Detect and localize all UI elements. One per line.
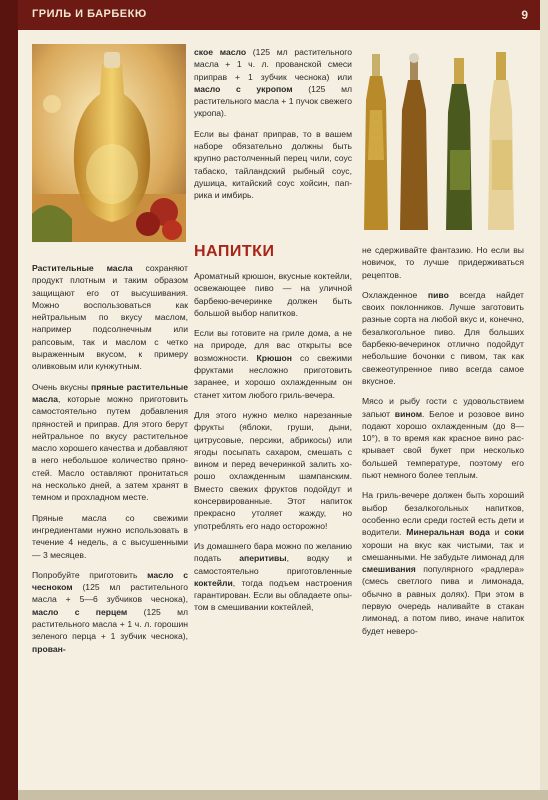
term-bold: пряные растительные масла xyxy=(32,381,188,404)
text-span: , которые можно приготовить самостоятельно путем добавления пряностей и приправ. Для этого берут нейтральное по вкусу растительное масло хорошего качества и добавляют в него небольшое количество пряностей. Масло оставляют пронитаться на несколько дней, а затем хранят в темном и прохладном месте. xyxy=(32,393,188,503)
header-title: ГРИЛЬ И БАРБЕКЮ xyxy=(32,8,147,20)
text-span: , тогда подъем настроения гарантирован. Если вы обладаете опытом в смешивании коктейлей, xyxy=(194,577,352,613)
book-binding xyxy=(0,0,18,800)
term-bold: Крюшон xyxy=(256,352,292,363)
text-span: Очень вкусны xyxy=(32,381,91,392)
term-bold: коктейли xyxy=(194,577,233,588)
oil-bottle-photo xyxy=(32,44,186,242)
text-span: Охлажденное xyxy=(362,289,428,300)
text-column-2-top xyxy=(194,46,352,210)
text-span: (125 мл растительного масла + 1 ч. л. прованской смеси приправ + 1 зубчик чеснока) или xyxy=(194,47,352,82)
term-bold: ское масло xyxy=(194,47,247,57)
paragraph xyxy=(32,512,188,561)
paragraph xyxy=(194,46,352,120)
text-column-1 xyxy=(32,262,188,663)
paragraph xyxy=(194,409,352,532)
text-span: со свежими фруктами несложно приготовить заранее, и хорошо охлажденным он станет хитом любого гриль-вечера. xyxy=(194,352,353,400)
text-span: и xyxy=(489,527,505,538)
term-bold: вином xyxy=(394,408,423,419)
text-span: Если вы готовите на гриле дома, а не на природе, для вас открыты все возможности. xyxy=(194,328,352,363)
paragraph xyxy=(194,540,352,614)
term-bold: Минеральная вода xyxy=(406,527,490,538)
paragraph xyxy=(362,395,524,481)
paragraph xyxy=(194,270,352,319)
text-span: (125 мл растительного масла + 1 ч. л. горошин зеленого перца + 1 зубчик чеснока), xyxy=(32,606,188,642)
text-span: Мясо и рыбу гости с удовольствием запьют xyxy=(362,396,524,419)
text-column-3 xyxy=(362,244,524,645)
term-bold: Растительные масла xyxy=(32,263,133,273)
term-bold: масло с укропом xyxy=(194,83,293,94)
text-span: хороши на вкус как чистыми, так и смешанными. Не забудьте лимонад для xyxy=(362,539,524,562)
paragraph xyxy=(194,327,352,401)
text-span: популярного «радлера» (смесь светлого пива и лимонада, обычно в равных долях). При этом в первую очередь наливайте в стакан лимонад, а потом пиво, иначе напиток будет неверо- xyxy=(362,564,524,636)
text-span: Если вы фанат приправ, то в вашем наборе обязательно должны быть крупно растолченный перец чили, соус табаско, тайландский рыбный соус, душица, китайский соус хойсин, паприка и имбирь. xyxy=(194,128,352,201)
term-bold: масло с чесноком xyxy=(32,569,188,593)
text-span: , водку и самостоятельно приготовленные xyxy=(194,553,352,576)
term-bold: прован- xyxy=(32,643,66,654)
page-number: 9 xyxy=(521,8,528,22)
term-bold: аперитивы xyxy=(239,553,287,564)
paragraph xyxy=(362,289,524,387)
term-bold: смешивания xyxy=(362,564,416,575)
text-span: всегда найдет своих поклонников. Лучше заготовить разные сорта на любой вкус и, конечно, безалкогольное пиво. Для больших барбекю-вечеринок отлично подойдут небольшие бочонки с пивом, так как свежеотупренное пиво всегда самое вкусное. xyxy=(362,289,524,386)
page-header xyxy=(18,0,540,30)
paragraph xyxy=(362,489,524,637)
text-span: (125 мл растительного масла + 5—6 зубчиков чеснока), xyxy=(32,582,188,605)
text-span: На гриль-вечере должен быть хороший выбор безалкогольных напитков, особенно если среди гостей есть дети и водители. xyxy=(362,490,524,538)
text-span: Для этого нужно мелко нарезанные фрукты (яблоки, груши, дыни, цитрусовые, персики, абрикосы) или ягоды посыпать сахаром, смешать с вином и перед вечеринкой залить хорошо охлажденным шампанским. Вместо свежих фруктов подойдут и консервированные. Этот напиток прекрасно утоляет жажду, но употреблять его надо осторожно! xyxy=(194,409,352,531)
text-span: (125 мл растительного масла + 1 пучок свежего укропа). xyxy=(194,83,352,119)
term-bold: соки xyxy=(504,527,524,538)
text-span: не сдерживайте фантазию. Но если вы новичок, то лучше придерживаться рецептов. xyxy=(362,245,524,280)
beer-bottles-photo xyxy=(362,40,528,236)
text-span: Из домашнего бара можно по желанию подать xyxy=(194,540,352,564)
section-heading: НАПИТКИ xyxy=(194,243,275,260)
text-span: Попробуйте приготовить xyxy=(32,569,148,580)
text-span: сохраняют продукт плотным и таким образом защищают его от высушивания. Можно воспользоваться как нейтральным по вкусу маслом, например подсолнечным или рапсовым, так и маслом с четко выраженным вкусом, к примеру оливковым или кунжутным. xyxy=(32,263,188,372)
paragraph xyxy=(32,381,188,504)
paragraph xyxy=(362,244,524,281)
paragraph xyxy=(32,569,188,655)
book-page xyxy=(18,0,540,790)
paragraph xyxy=(32,262,188,373)
text-column-2-bottom xyxy=(194,270,352,622)
term-bold: пиво xyxy=(427,289,449,300)
paragraph xyxy=(194,128,352,202)
text-span: . Белое и розовое вино подают хорошо охлажденным (до 8—10°), в то время как красное вино раскрывает свой букет при несколько большей температуре, поэтому его пьют немного более теплым. xyxy=(362,408,525,481)
page-edge xyxy=(18,790,548,800)
text-span: Ароматный крюшон, вкусные коктейли, освежающее пиво — на уличной барбекю-вечеринке должен быть большой выбор напитков. xyxy=(194,271,352,318)
term-bold: масло с перцем xyxy=(32,606,128,617)
text-span: Пряные масла со свежими ингредиентами нужно использовать в течение 4 недель, а с высушенными — 3 месяцев. xyxy=(32,512,188,560)
